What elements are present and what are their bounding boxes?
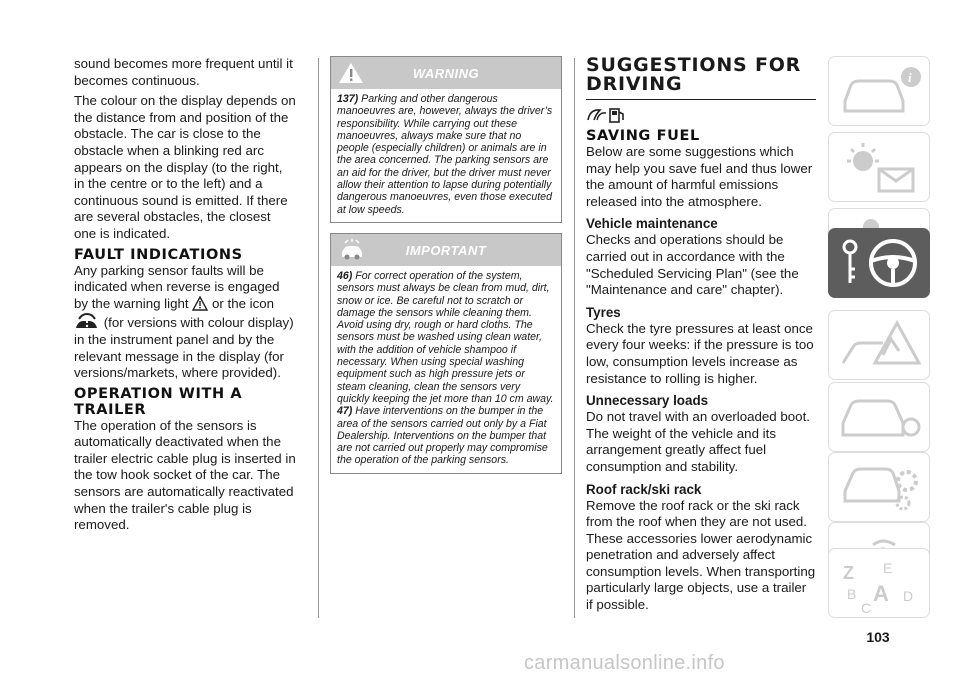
heading-operation-trailer: OPERATION WITH A TRAILER — [74, 385, 243, 418]
paragraph-roof-rack: Remove the roof rack or the ski rack from the roof when they are not used. These accessories lower aerodynamic penetration and adversely affect consumption levels. When transporting particularly large objects, use a trailer if possible. — [586, 497, 816, 613]
technical-data-tab[interactable] — [828, 452, 930, 522]
technical-data-icon — [837, 459, 923, 515]
alphabet-index-icon — [837, 555, 923, 615]
fault-text-a: Any parking sensor faults will be indicated when reverse is engaged by the warning light — [74, 262, 280, 311]
warning-box — [330, 56, 562, 223]
page-number: 103 — [866, 629, 890, 645]
svg-text:A: A — [873, 581, 889, 606]
warning-body — [331, 89, 561, 222]
heading-saving-fuel: SAVING FUEL — [586, 128, 700, 144]
maintenance-tab[interactable] — [828, 382, 930, 452]
paragraph-display-colour: The colour on the display depends on the distance from and position of the obstacle. The car is close to the obstacle when a blinking red arc appears on the display (to the right, in the centre or to the left) and a continuous sound is emitted. If there are several obstacles, the closest one is indicated. — [74, 93, 296, 241]
chapter-title: SUGGESTIONS FOR DRIVING — [586, 56, 816, 100]
car-maintenance-icon — [837, 389, 923, 445]
column-divider-1 — [318, 58, 319, 618]
lights-messages-tab[interactable] — [828, 132, 930, 202]
svg-text:B: B — [847, 586, 857, 602]
important-text-1: For correct operation of the system, sensors must always be clean from mud, dirt, snow or ice. Be careful not to scratch or damage the sensors while cleaning them. Avoid using dry, rough or hard cloths. The sensors must be washed using clean water, with the addition of vehicle shampoo if necessary. When using special washing equipment such as high pressure jets or steam cleaning, clean the sensors very quickly keeping the jet more than 10 cm away. — [337, 269, 554, 405]
fault-text-b: or the icon — [211, 295, 275, 311]
warning-box-header — [331, 57, 561, 89]
left-column — [74, 56, 296, 538]
note-number: 137) — [337, 93, 359, 105]
note-number: 47) — [337, 405, 353, 418]
paragraph-intro: Below are some suggestions which may help you save fuel and thus lower the amount of harmful emissions released into the atmosphere. — [586, 144, 813, 209]
warning-text: Parking and other dangerous manoeuvres are, however, always the driver’s responsibility. While carrying out these manoeuvres, always make sure that no people (especially children) or animals are in the area concerned. The parking sensors are an aid for the driver, but the driver must never allow their attention to lapse during potentially dangerous manoeuvres, even those executed at low speeds. — [337, 93, 553, 216]
paragraph-loads: Do not travel with an overloaded boot. The weight of the vehicle and its arrangement greatly affect fuel consumption and stability. — [586, 409, 810, 474]
important-box-header — [331, 234, 561, 266]
heading-fault-indications: FAULT INDICATIONS — [74, 246, 243, 263]
warning-triangle-icon — [192, 296, 208, 311]
eco-driving-icon — [586, 106, 630, 124]
svg-text:Z: Z — [843, 563, 854, 583]
svg-text:E: E — [883, 560, 893, 576]
paragraph-trailer: The operation of the sensors is automatically deactivated when the trailer electric cable plug is inserted in the tow hook socket of the car. The sensors are automatically reactivated when the trailer's cable plug is removed. — [74, 417, 296, 533]
paragraph-fault — [74, 263, 296, 382]
subheading-roof-rack: Roof rack/ski rack — [586, 481, 702, 497]
paragraph-sound: sound becomes more frequent until it becomes continuous. — [74, 56, 293, 88]
emergency-icon — [837, 317, 923, 373]
important-text-2: Have interventions on the bumper in the area of the sensors carried out only by a Fiat Dealership. Interventions on the bumper that are not carried out properly may compromise the operation of the parking sensors. — [337, 405, 548, 467]
lights-messages-icon — [837, 139, 923, 195]
middle-column — [330, 56, 562, 474]
svg-text:D: D — [903, 588, 914, 604]
right-column — [586, 56, 816, 618]
starting-driving-tab[interactable] — [828, 228, 930, 298]
important-box — [330, 233, 562, 474]
subheading-tyres: Tyres — [586, 304, 621, 320]
paragraph-maintenance: Checks and operations should be carried out in accordance with the "Scheduled Servicing Plan" (see the "Maintenance and care" chapter). — [586, 232, 799, 298]
fault-text-c: (for versions with colour display) in the instrument panel and by the relevant message in the display (for versions/markets, where provided). — [74, 315, 294, 381]
paragraph-tyres: Check the tyre pressures at least once every four weeks: if the pressure is too low, consumption levels increase as resistance to rolling is higher. — [586, 320, 814, 386]
svg-text:C: C — [861, 600, 872, 615]
emergency-tab[interactable] — [828, 310, 930, 380]
important-body — [331, 266, 561, 473]
car-info-icon — [837, 63, 923, 119]
warning-title: WARNING — [412, 66, 480, 81]
subheading-unnecessary-loads: Unnecessary loads — [586, 393, 709, 409]
subheading-vehicle-maintenance: Vehicle maintenance — [586, 216, 718, 232]
index-tab[interactable] — [828, 548, 930, 618]
car-info-tab[interactable] — [828, 56, 930, 126]
key-steering-wheel-icon — [837, 235, 923, 291]
svg-text:i: i — [908, 70, 912, 85]
note-number: 46) — [337, 269, 353, 282]
important-title: IMPORTANT — [405, 242, 487, 258]
watermark: carmanualsonline.info — [524, 652, 725, 674]
parking-sensor-fault-icon — [74, 312, 100, 330]
column-divider-2 — [574, 58, 575, 618]
